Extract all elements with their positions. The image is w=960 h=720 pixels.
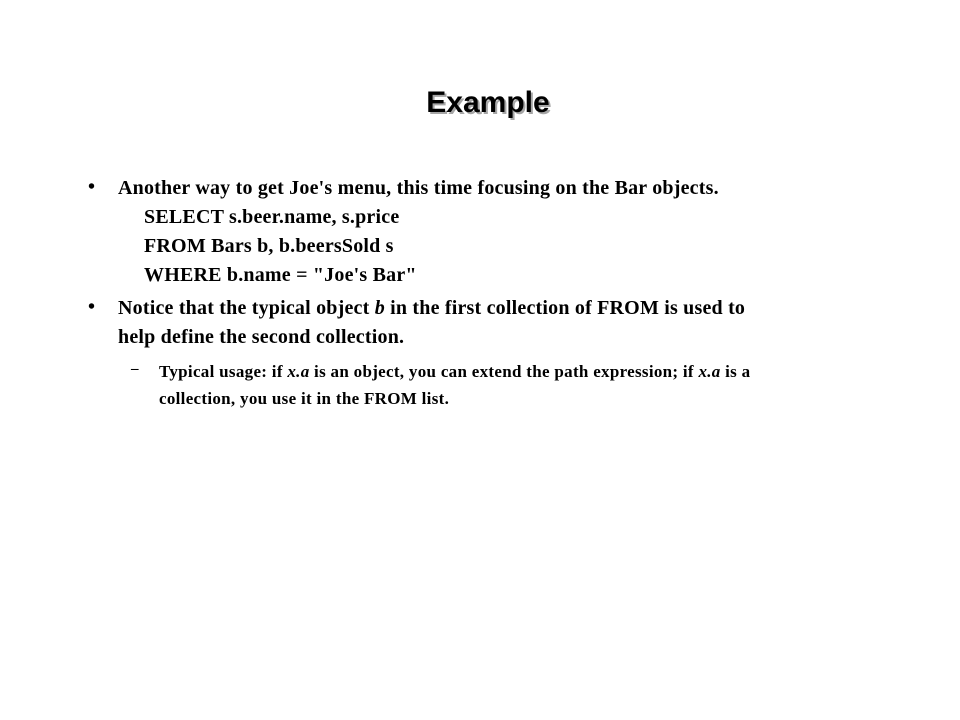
sub-italic-xa-1: x.a [287,362,310,381]
code-line-select: SELECT s.beer.name, s.price [144,206,400,228]
bullet-1-text: Another way to get Joe's menu, this time focusing on the Bar objects. [118,177,719,199]
sub-text-a: Typical usage: if [159,362,288,381]
bullet-1-marker: • [88,176,96,198]
bullet-2-marker: • [88,296,96,318]
bullet-1 [118,174,888,290]
slide-title: Example [426,86,550,119]
bullet-2 [118,294,888,352]
bullet-2-text-b: in the first collection of FROM is used to [384,297,746,319]
sub-bullet-1 [159,358,879,412]
bullet-2-text-a: Notice that the typical object [118,297,375,319]
sub-text-b: is an object, you can extend the path expression; if [309,362,699,381]
sub-text-c: is a [720,362,751,381]
sub-bullet-line-2: collection, you use it in the FROM list. [159,389,450,408]
sub-bullet-line-1 [159,358,879,385]
sub-italic-xa-2: x.a [698,362,721,381]
bullet-2-line-2: help define the second collection. [118,326,405,348]
code-line-where: WHERE b.name = "Joe's Bar" [144,264,417,286]
code-line-from: FROM Bars b, b.beersSold s [144,235,394,257]
bullet-2-line-1 [118,294,888,323]
sub-bullet-marker: – [131,361,139,377]
bullet-2-italic-b: b [374,297,385,319]
